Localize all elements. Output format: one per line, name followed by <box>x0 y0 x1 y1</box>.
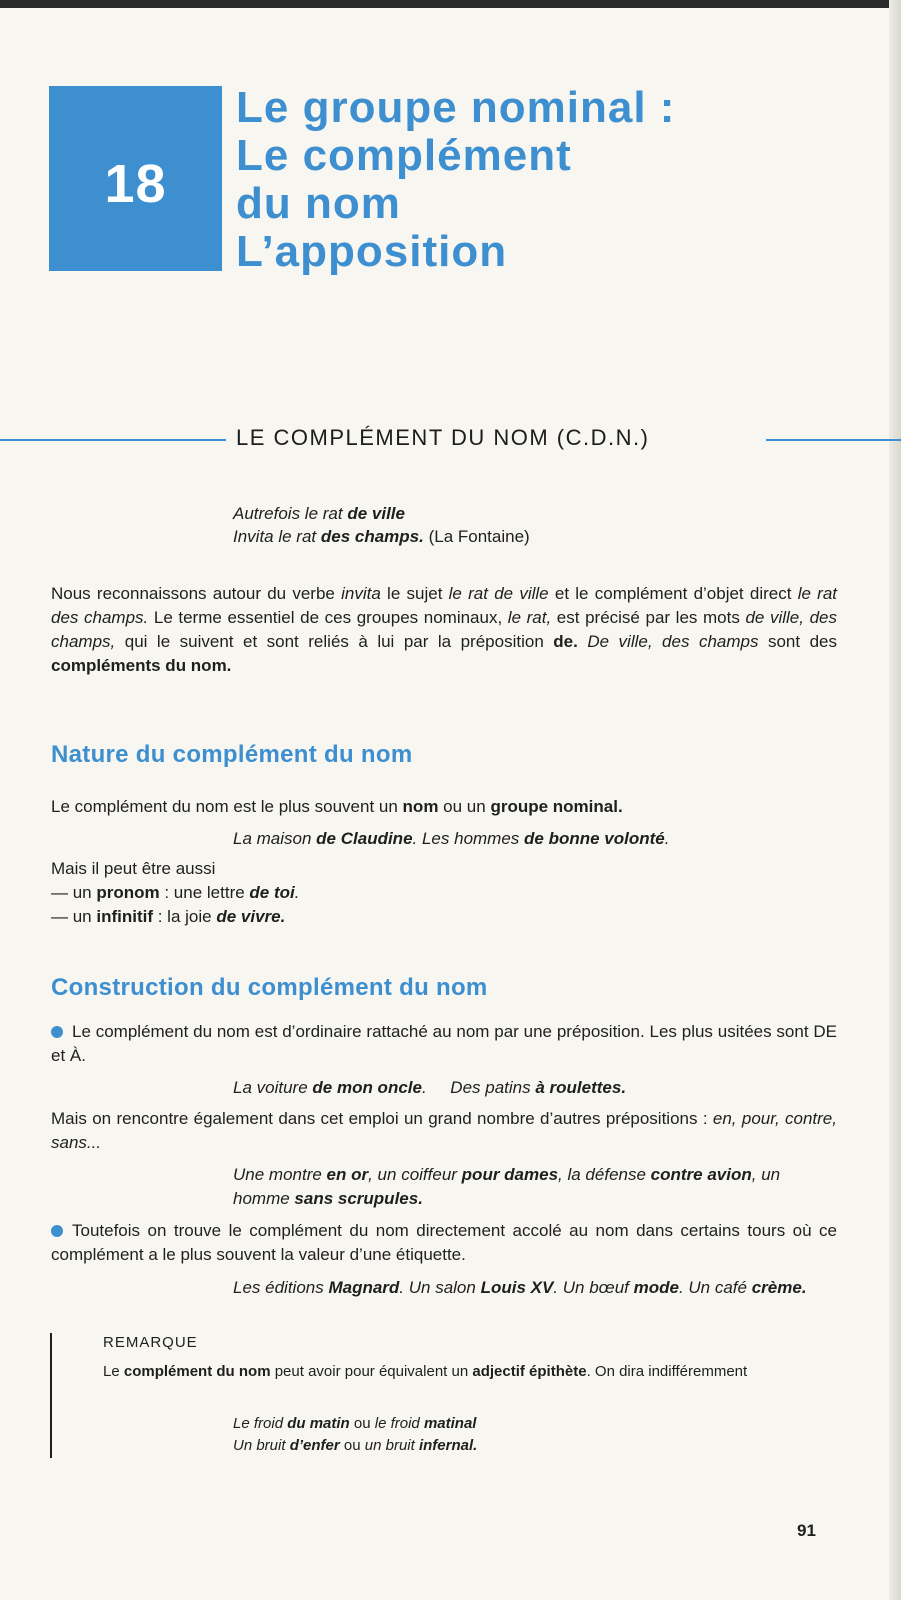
text: Louis XV <box>480 1278 554 1297</box>
bullet-icon <box>51 1225 63 1237</box>
nature-but: Mais il peut être aussi <box>51 859 216 878</box>
quote-text: Invita le rat <box>233 527 321 546</box>
text: de vivre. <box>216 907 286 926</box>
text: : la joie <box>153 907 217 926</box>
remark-example <box>233 1413 477 1435</box>
bullet-icon <box>51 1026 63 1038</box>
chapter-title-line: du nom <box>236 179 401 228</box>
chapter-title <box>236 84 866 276</box>
text: et le complément d’objet direct <box>548 584 798 603</box>
quote-emphasis: des champs. <box>320 527 424 546</box>
text: en, pour, contre, sans... <box>51 1109 837 1152</box>
text: ou <box>339 1437 365 1454</box>
text: infinitif <box>96 907 154 926</box>
text: pour dames <box>461 1165 559 1184</box>
subheading-construction: Construction du complément du nom <box>51 974 488 1001</box>
text: Le <box>103 1363 124 1380</box>
text: de bonne volonté <box>524 829 665 848</box>
text: . <box>664 829 670 848</box>
text: mode <box>633 1278 679 1297</box>
text: le froid <box>374 1415 424 1432</box>
text: Un bruit <box>233 1437 290 1454</box>
bullet-paragraph <box>51 1020 837 1068</box>
text: . Des patins <box>421 1078 536 1097</box>
chapter-title-line: Le complément <box>236 131 572 180</box>
text: invita <box>341 584 381 603</box>
remark-text <box>103 1361 833 1383</box>
text: est précisé par les mots <box>551 608 746 627</box>
quote-emphasis: de ville <box>347 504 405 523</box>
text: Le complément du nom est d’ordinaire rattaché au nom par une préposition. Les plus usitées sont DE et À. <box>51 1022 837 1065</box>
text: complément du nom <box>123 1363 271 1380</box>
text: le rat des champs. <box>51 584 838 627</box>
text: le rat de ville <box>448 584 549 603</box>
quote-line <box>233 525 530 548</box>
text: de mon oncle <box>312 1078 422 1097</box>
text: de. <box>553 632 578 651</box>
chapter-number-box <box>49 86 222 271</box>
text: . Un salon <box>399 1278 481 1297</box>
chapter-title-line: L’apposition <box>236 227 508 276</box>
text: De ville, des champs <box>587 632 759 651</box>
text: d’enfer <box>289 1437 340 1454</box>
text: , un homme <box>233 1165 781 1208</box>
text: pronom <box>96 883 160 902</box>
text: — un <box>51 883 97 902</box>
chapter-title-line: Le groupe nominal : <box>236 83 676 132</box>
nature-sentence <box>51 795 623 819</box>
text: compléments du nom. <box>51 656 232 675</box>
construction-example <box>233 1076 833 1100</box>
section-heading: LE COMPLÉMENT DU NOM (C.D.N.) <box>236 425 650 450</box>
remark-bar <box>50 1333 52 1458</box>
text: Le froid <box>233 1415 288 1432</box>
text: Une montre <box>233 1165 327 1184</box>
text: . <box>294 883 300 902</box>
text: un bruit <box>364 1437 419 1454</box>
text: Mais on rencontre également dans cet emploi un grand nombre d’autres prépositions : <box>51 1109 713 1128</box>
text: peut avoir pour équivalent un <box>270 1363 473 1380</box>
text: de toi <box>249 883 295 902</box>
construction-paragraph <box>51 1107 837 1155</box>
page-top-edge <box>0 0 901 8</box>
text: La voiture <box>233 1078 313 1097</box>
text: . Un bœuf <box>553 1278 634 1297</box>
text: Le complément du nom est le plus souvent un <box>51 797 403 816</box>
text: qui le suivent et sont reliés à lui par la préposition <box>115 632 554 651</box>
text: le sujet <box>380 584 449 603</box>
section-rule-left <box>0 439 226 441</box>
page-right-edge <box>889 0 901 1600</box>
text: Les éditions <box>233 1278 329 1297</box>
intro-paragraph <box>51 582 837 678</box>
list-item <box>51 905 285 929</box>
text: adjectif épithète <box>472 1363 587 1380</box>
text: contre avion <box>650 1165 752 1184</box>
remark-label: REMARQUE <box>103 1334 198 1351</box>
section-rule-right <box>766 439 901 441</box>
text: La maison <box>233 829 317 848</box>
text: , la défense <box>558 1165 651 1184</box>
text: en or <box>326 1165 369 1184</box>
text: nom <box>402 797 439 816</box>
subheading-nature: Nature du complément du nom <box>51 741 413 768</box>
quote-text: Autrefois le rat <box>233 504 348 523</box>
text: . Les hommes <box>412 829 525 848</box>
text: : une lettre <box>159 883 250 902</box>
text: de ville, des champs, <box>51 608 837 651</box>
page-number: 91 <box>797 1521 816 1540</box>
text: le rat, <box>507 608 552 627</box>
text: matinal <box>423 1415 477 1432</box>
text <box>578 632 588 651</box>
remark-examples <box>233 1413 477 1457</box>
text: ou <box>349 1415 375 1432</box>
text: . Un café <box>678 1278 752 1297</box>
text: ou un <box>438 797 491 816</box>
text: Magnard <box>328 1278 400 1297</box>
text: , un coiffeur <box>368 1165 462 1184</box>
bullet-paragraph <box>51 1219 837 1267</box>
text: sans scrupules. <box>294 1189 423 1208</box>
text: du matin <box>287 1415 350 1432</box>
epigraph-quote <box>233 502 530 548</box>
text: infernal. <box>418 1437 478 1454</box>
text: Le terme essentiel de ces groupes nominaux, <box>148 608 508 627</box>
text: crème. <box>751 1278 807 1297</box>
chapter-number: 18 <box>104 153 167 214</box>
nature-example <box>233 827 833 851</box>
remark-example <box>233 1435 477 1457</box>
text: à roulettes. <box>535 1078 627 1097</box>
text: groupe nominal. <box>490 797 623 816</box>
construction-example <box>233 1276 839 1300</box>
text: Nous reconnaissons autour du verbe <box>51 584 342 603</box>
text: sont des <box>758 632 837 651</box>
text: de Claudine <box>316 829 413 848</box>
text: — un <box>51 907 97 926</box>
construction-example <box>233 1163 839 1211</box>
list-item <box>51 881 300 905</box>
quote-line <box>233 502 530 525</box>
quote-source: (La Fontaine) <box>423 527 530 546</box>
text: . On dira indifféremment <box>586 1363 748 1380</box>
text: Toutefois on trouve le complément du nom directement accolé au nom dans certains tours où ce complément a le plus souvent la valeur d’une étiquette. <box>51 1221 837 1264</box>
